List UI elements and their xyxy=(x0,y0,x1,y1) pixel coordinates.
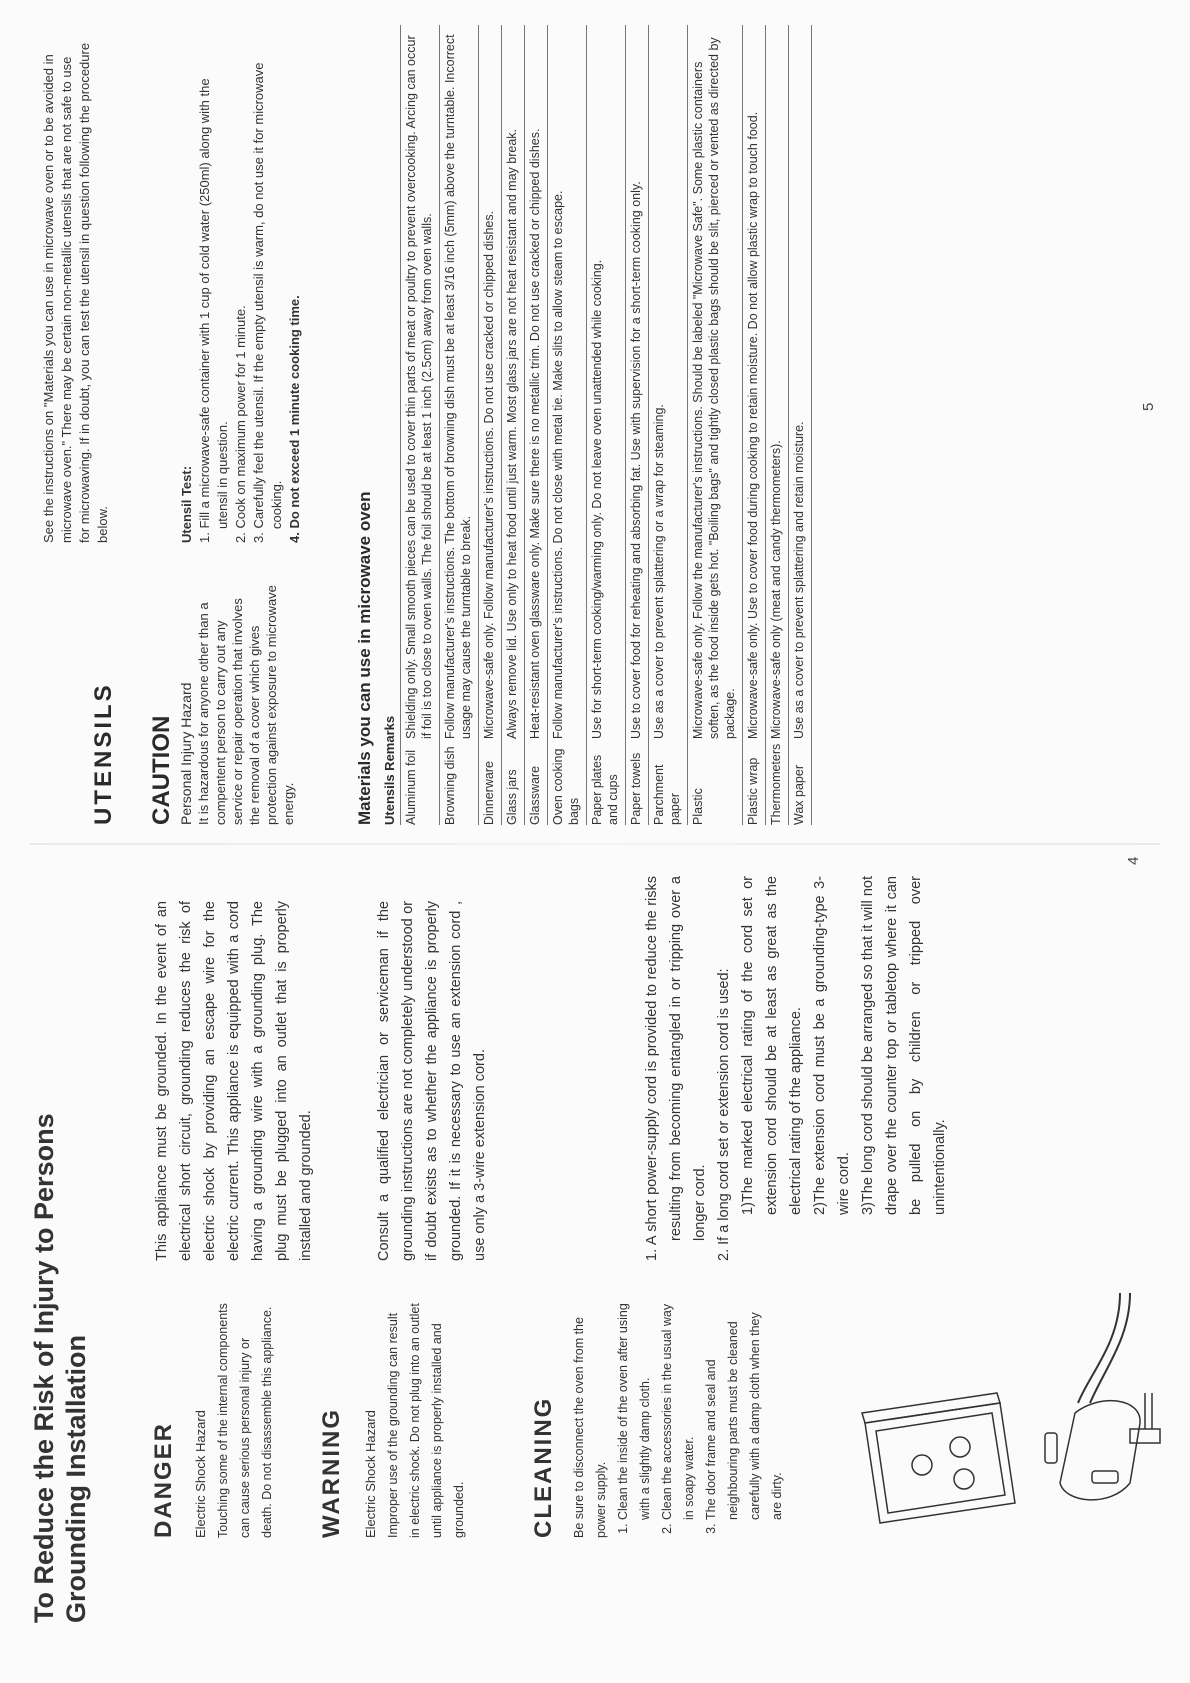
utensil-name: Paper plates and cups xyxy=(587,739,626,825)
utensil-name: Plastic wrap xyxy=(743,739,766,825)
danger-text: Touching some of the internal components can cause serious personal injury or death. Do not disassemble this appliance. xyxy=(216,1303,274,1538)
danger-subheading: Electric Shock Hazard xyxy=(193,1410,208,1538)
list-item: 1)The marked electrical rating of the cord set or extension cord should be at least as great as the electrical rating of the appliance. xyxy=(740,876,804,1215)
utensil-remark: Use as a cover to prevent splattering or a wrap for steaming. xyxy=(649,25,688,739)
title-line-1: To Reduce the Risk of Injury to Persons xyxy=(29,1113,59,1623)
danger-heading: DANGER xyxy=(150,1421,177,1538)
table-row xyxy=(688,25,743,825)
list-item: 3)The long cord should be arranged so that it will not drape over the counter top or tabletop where it can be pulled on by children or tripped over unintentionally. xyxy=(860,876,948,1215)
cord-sublist xyxy=(736,876,952,1261)
utensil-name: Plastic xyxy=(688,739,743,825)
list-item: 2. If a long cord set or extension cord is used: xyxy=(716,968,732,1261)
utensil-name: Parchment paper xyxy=(649,739,688,825)
utensil-name: Wax paper xyxy=(789,739,812,825)
warning-heading: WARNING xyxy=(318,1408,345,1538)
utensil-remark: Use to cover food for reheating and absorbing fat. Use with supervision for a short-term cooking only. xyxy=(626,25,649,739)
page-title xyxy=(28,1113,92,1623)
table-row xyxy=(626,25,649,825)
materials-heading: Materials you can use in microwave oven xyxy=(355,491,374,825)
table-row xyxy=(789,25,812,825)
utensil-remark: Follow manufacturer's instructions. Do not close with metal tie. Make slits to allow steam to escape. xyxy=(548,25,587,739)
utensil-test-heading: Utensil Test: xyxy=(179,465,194,543)
caution-heading: CAUTION xyxy=(148,715,175,825)
table-row xyxy=(587,25,626,825)
table-row xyxy=(401,25,440,825)
page-4 xyxy=(0,843,1190,1683)
list-item: 2)The extension cord must be a grounding-type 3-wire cord. xyxy=(812,876,852,1215)
danger-block xyxy=(190,1303,278,1538)
page-fold xyxy=(30,843,1160,845)
list-item: 3. Carefully feel the utensil. If the empty utensil is warm, do not use it for microwave cooking. xyxy=(251,62,284,543)
utensil-name: Aluminum foil xyxy=(401,739,440,825)
caution-subheading: Personal Injury Hazard xyxy=(178,682,194,825)
caution-text: It is hazardous for anyone other than a compentent person to carry out any service or repair operation that involves the removal of a cover which gives protection against exposure to microwave energy. xyxy=(196,585,296,825)
utensil-remark: Shielding only. Small smooth pieces can be used to cover thin parts of meat or poultry to prevent overcooking. Arcing can occur if foil is too close to oven walls. The foil should be at least 1 inch (2.5cm) away from oven walls. xyxy=(401,25,440,739)
table-row xyxy=(743,25,766,825)
utensil-remark: Follow manufacturer's instructions. The bottom of browning dish must be at least 3/16 inch (5mm) above the turntable. Incorrect usage may cause the turntable to break. xyxy=(440,25,479,739)
table-row xyxy=(649,25,688,825)
utensil-test-steps xyxy=(196,38,304,543)
utensil-remark: Microwave-safe only (meat and candy thermometers). xyxy=(766,25,789,739)
utensil-name: Dinnerware xyxy=(479,739,502,825)
utensil-remark: Use as a cover to prevent splattering and retain moisture. xyxy=(789,25,812,739)
utensil-name: Glass jars xyxy=(502,739,525,825)
cleaning-heading: CLEANING xyxy=(530,1396,557,1538)
socket-icon xyxy=(862,1393,1015,1523)
warning-subheading: Electric Shock Hazard xyxy=(363,1410,378,1538)
table-row xyxy=(548,25,587,825)
utensil-remark: Microwave-safe only. Follow the manufacturer's instructions. Should be labeled "Microwave Safe". Some plastic containers soften, as the food inside gets hot. "Boiling bags" and tightly closed plastic bags should be slit, pierced or vented as directed by package. xyxy=(688,25,743,739)
cleaning-block xyxy=(568,1293,788,1538)
list-item: 1. Clean the inside of the oven after using with a slightly damp cloth. xyxy=(612,1293,656,1520)
page-number: 5 xyxy=(1140,402,1157,411)
intro-text: See the instructions on "Materials you can use in microwave oven or to be avoided in microwave oven." There may be certain non-metallic utensils that are not safe to use for microwaving. If in doubt, you can test the utensil in question following the procedure below. xyxy=(41,42,110,543)
materials-table xyxy=(400,25,812,825)
utensil-remark: Use for short-term cooking/warming only. Do not leave oven unattended while cooking. xyxy=(587,25,626,739)
list-item: 4. Do not exceed 1 minute cooking time. xyxy=(287,295,302,543)
cleaning-intro: Be sure to disconnect the oven from the power supply. xyxy=(572,1317,608,1538)
utensil-name: Glassware xyxy=(525,739,548,825)
utensil-name: Thermometers xyxy=(766,739,789,825)
plug-socket-illustration xyxy=(860,1283,1180,1543)
utensil-remark: Heat-resistant oven glassware only. Make sure there is no metallic trim. Do not use cracked or chipped dishes. xyxy=(525,25,548,739)
materials-table-header: Utensils Remarks xyxy=(382,715,397,825)
page-number: 4 xyxy=(1125,856,1142,865)
utensil-name: Browning dish xyxy=(440,739,479,825)
utensils-title: UTENSILS xyxy=(90,682,117,825)
utensil-remark: Microwave-safe only. Use to cover food during cooking to retain moisture. Do not allow plastic wrap to touch food. xyxy=(743,25,766,739)
cord-list xyxy=(640,876,952,1261)
table-row xyxy=(440,25,479,825)
table-row xyxy=(766,25,789,825)
list-item: 3. The door frame and seal and neighbouring parts must be cleaned carefully with a damp cloth when they are dirty. xyxy=(700,1293,788,1520)
list-item: 1. A short power-supply cord is provided to reduce the risks resulting from becoming entangled in or tripping over a longer cord. xyxy=(644,876,708,1261)
table-row xyxy=(479,25,502,825)
list-item: 2. Cook on maximum power for 1 minute. xyxy=(233,305,248,543)
utensil-test-block xyxy=(178,38,304,543)
cleaning-list xyxy=(612,1293,788,1538)
utensil-remark: Always remove lid. Use only to heat food until just warm. Most glass jars are not heat resistant and may break. xyxy=(502,25,525,739)
utensil-name: Oven cooking bags xyxy=(548,739,587,825)
title-line-2: Grounding Installation xyxy=(61,1335,91,1623)
warning-block xyxy=(360,1303,470,1538)
grounding-paragraph-1: This appliance must be grounded. In the event of an electrical short circuit, grounding reduces the risk of electric shock by providing an escape wire for the electric current. This appliance is equipped with a cord having a grounding wire with a grounding plug. The plug must be plugged into an outlet that is properly installed and grounded. xyxy=(154,901,314,1261)
warning-text: Improper use of the grounding can result in electric shock. Do not plug into an outlet until appliance is properly installed and grounded. xyxy=(386,1303,466,1538)
list-item: 1. Fill a microwave-safe container with 1 cup of cold water (250ml) along with the utensil in question. xyxy=(197,78,230,543)
table-row xyxy=(502,25,525,825)
utensil-name: Paper towels xyxy=(626,739,649,825)
utensil-remark: Microwave-safe only. Follow manufacturer's instructions. Do not use cracked or chipped dishes. xyxy=(479,25,502,739)
table-row xyxy=(525,25,548,825)
list-item: 2. Clean the accessories in the usual way in soapy water. xyxy=(656,1293,700,1520)
caution-block xyxy=(178,585,297,825)
plug-icon xyxy=(1045,1293,1160,1500)
grounding-paragraph-2: Consult a qualified electrician or serviceman if the grounding instructions are not completely understood or if doubt exists as to whether the appliance is properly grounded. If it is necessary to use an extension cord , use only a 3-wire extension cord. xyxy=(376,901,488,1261)
